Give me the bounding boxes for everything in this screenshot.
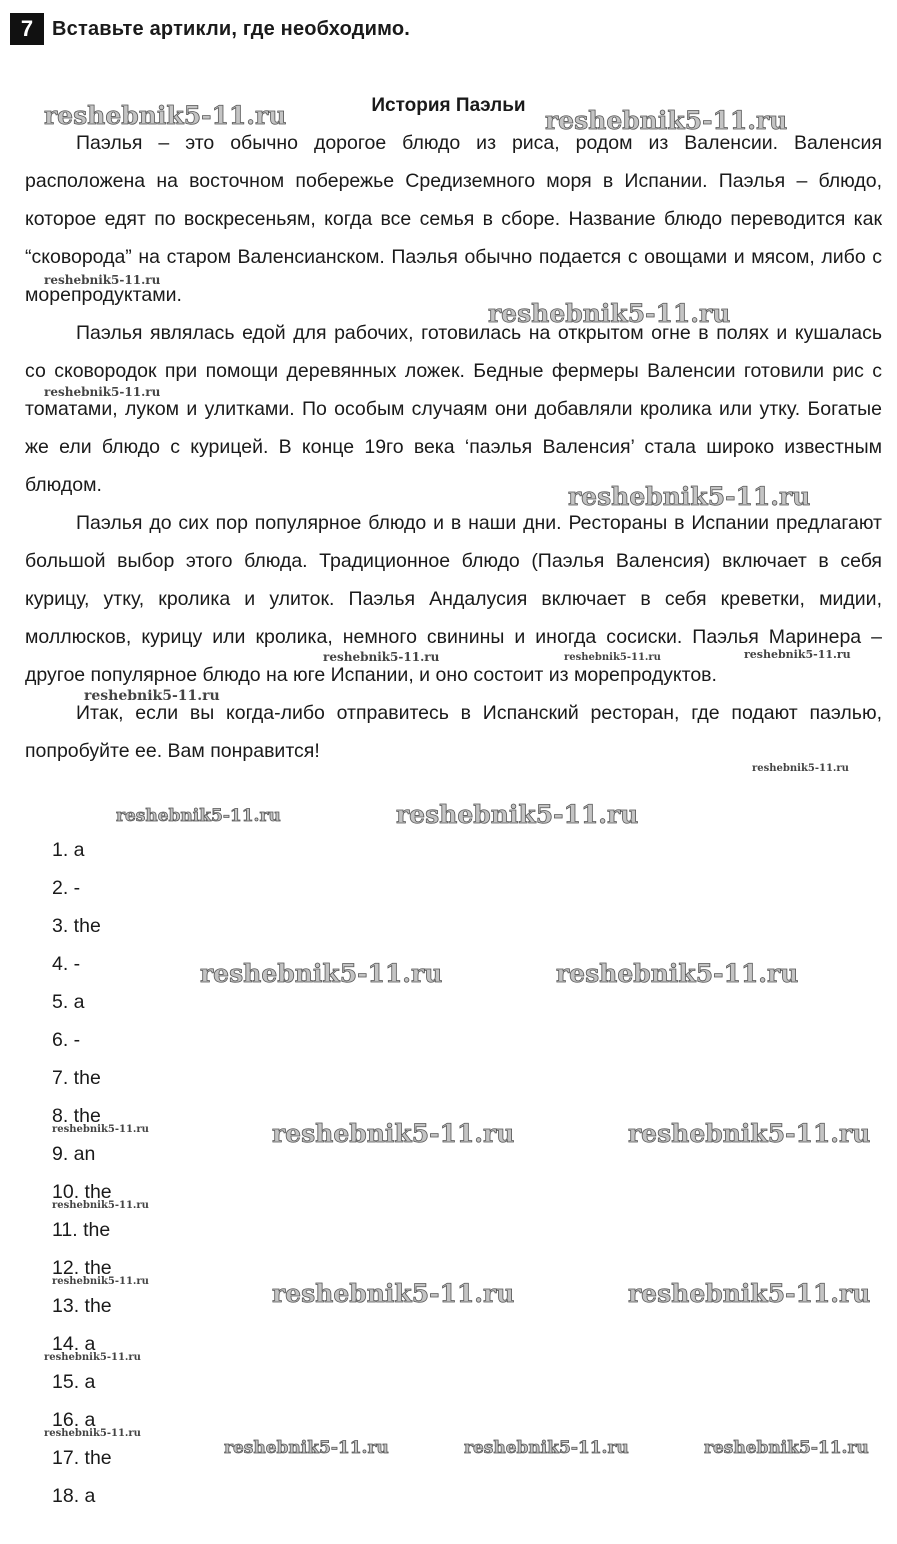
- watermark: reshebnik5-11.ru: [564, 652, 661, 663]
- story-paragraph: Паэлья до сих пор популярное блюдо и в наши дни. Рестораны в Испании предлагают большой выбор этого блюда. Традиционное блюдо (Паэлья Валенсия) включает в себя курицу, утку, кролика и улиток. Паэлья Андалусия включает в себя креветки, мидии, моллюсков, курицу или кролика, немного свинины и иногда сосиски. Паэлья Маринера – другое популярное блюдо на юге Испании, и оно состоит из морепродуктов.: [25, 512, 882, 686]
- answer-item: 5. a: [52, 991, 85, 1013]
- watermark: reshebnik5-11.ru: [44, 1352, 141, 1363]
- watermark: reshebnik5-11.ru: [224, 1438, 389, 1458]
- answer-item: 13. the: [52, 1295, 112, 1317]
- exercise-number-badge: 7: [10, 13, 44, 45]
- answer-item: 15. a: [52, 1371, 96, 1393]
- answer-item: 18. a: [52, 1485, 96, 1507]
- watermark: reshebnik5-11.ru: [556, 959, 799, 988]
- watermark: reshebnik5-11.ru: [488, 299, 731, 328]
- watermark: reshebnik5-11.ru: [323, 650, 440, 664]
- watermark: reshebnik5-11.ru: [752, 763, 849, 774]
- watermark: reshebnik5-11.ru: [628, 1119, 871, 1148]
- watermark: reshebnik5-11.ru: [84, 688, 220, 704]
- watermark: reshebnik5-11.ru: [704, 1438, 869, 1458]
- answer-item: 12. the: [52, 1257, 112, 1279]
- answer-item: 3. the: [52, 915, 101, 937]
- story-title: История Паэльи: [371, 95, 526, 116]
- watermark: reshebnik5-11.ru: [200, 959, 443, 988]
- watermark: reshebnik5-11.ru: [272, 1279, 515, 1308]
- answer-item: 4. -: [52, 953, 81, 975]
- exercise-header: [10, 13, 410, 45]
- answer-item: 2. -: [52, 877, 81, 899]
- answer-item: 7. the: [52, 1067, 101, 1089]
- exercise-instruction: Вставьте артикли, где необходимо.: [52, 17, 411, 40]
- watermark: reshebnik5-11.ru: [44, 101, 287, 130]
- story-paragraph: Итак, если вы когда-либо отправитесь в Испанский ресторан, где подают паэлью, попробуйте ее. Вам понравится!: [25, 702, 882, 762]
- answer-item: 11. the: [52, 1219, 111, 1241]
- answer-item: 6. -: [52, 1029, 81, 1051]
- answer-item: 17. the: [52, 1447, 112, 1469]
- answer-item: 9. an: [52, 1143, 96, 1165]
- watermark: reshebnik5-11.ru: [464, 1438, 629, 1458]
- watermark: reshebnik5-11.ru: [396, 800, 639, 829]
- answer-item: 8. the: [52, 1105, 101, 1127]
- watermark: reshebnik5-11.ru: [52, 1124, 149, 1135]
- watermark: reshebnik5-11.ru: [52, 1276, 149, 1287]
- answer-item: 16. a: [52, 1409, 96, 1431]
- watermark: reshebnik5-11.ru: [545, 106, 788, 135]
- watermark: reshebnik5-11.ru: [568, 482, 811, 511]
- story-paragraph: Паэлья являлась едой для рабочих, готовилась на открытом огне в полях и кушалась со сковородок при помощи деревянных ложек. Бедные фермеры Валенсии готовили рис с томатами, луком и улитками. По особым случаям они добавляли кролика или утку. Богатые же ели блюдо с курицей. В конце 19го века ‘паэлья Валенсия’ стала широко известным блюдом.: [25, 322, 882, 496]
- answer-item: 1. a: [52, 839, 85, 861]
- watermark: reshebnik5-11.ru: [744, 648, 851, 661]
- story-paragraph: Паэлья – это обычно дорогое блюдо из риса, родом из Валенсии. Валенсия расположена на восточном побережье Средиземного моря в Испании. Паэлья – блюдо, которое едят по воскресеньям, когда все семья в сборе. Название блюдо переводится как “сковорода” на старом Валенсианском. Паэлья обычно подается с овощами и мясом, либо с морепродуктами.: [25, 132, 882, 306]
- watermark: reshebnik5-11.ru: [44, 385, 161, 399]
- watermark: reshebnik5-11.ru: [628, 1279, 871, 1308]
- watermark: reshebnik5-11.ru: [116, 806, 281, 826]
- watermark: reshebnik5-11.ru: [52, 1200, 149, 1211]
- story-text: [25, 124, 882, 770]
- answer-item: 14. a: [52, 1333, 96, 1355]
- watermark: reshebnik5-11.ru: [272, 1119, 515, 1148]
- watermark: reshebnik5-11.ru: [44, 1428, 141, 1439]
- watermark: reshebnik5-11.ru: [44, 273, 161, 287]
- answer-item: 10. the: [52, 1181, 112, 1203]
- answer-list: [52, 831, 112, 1515]
